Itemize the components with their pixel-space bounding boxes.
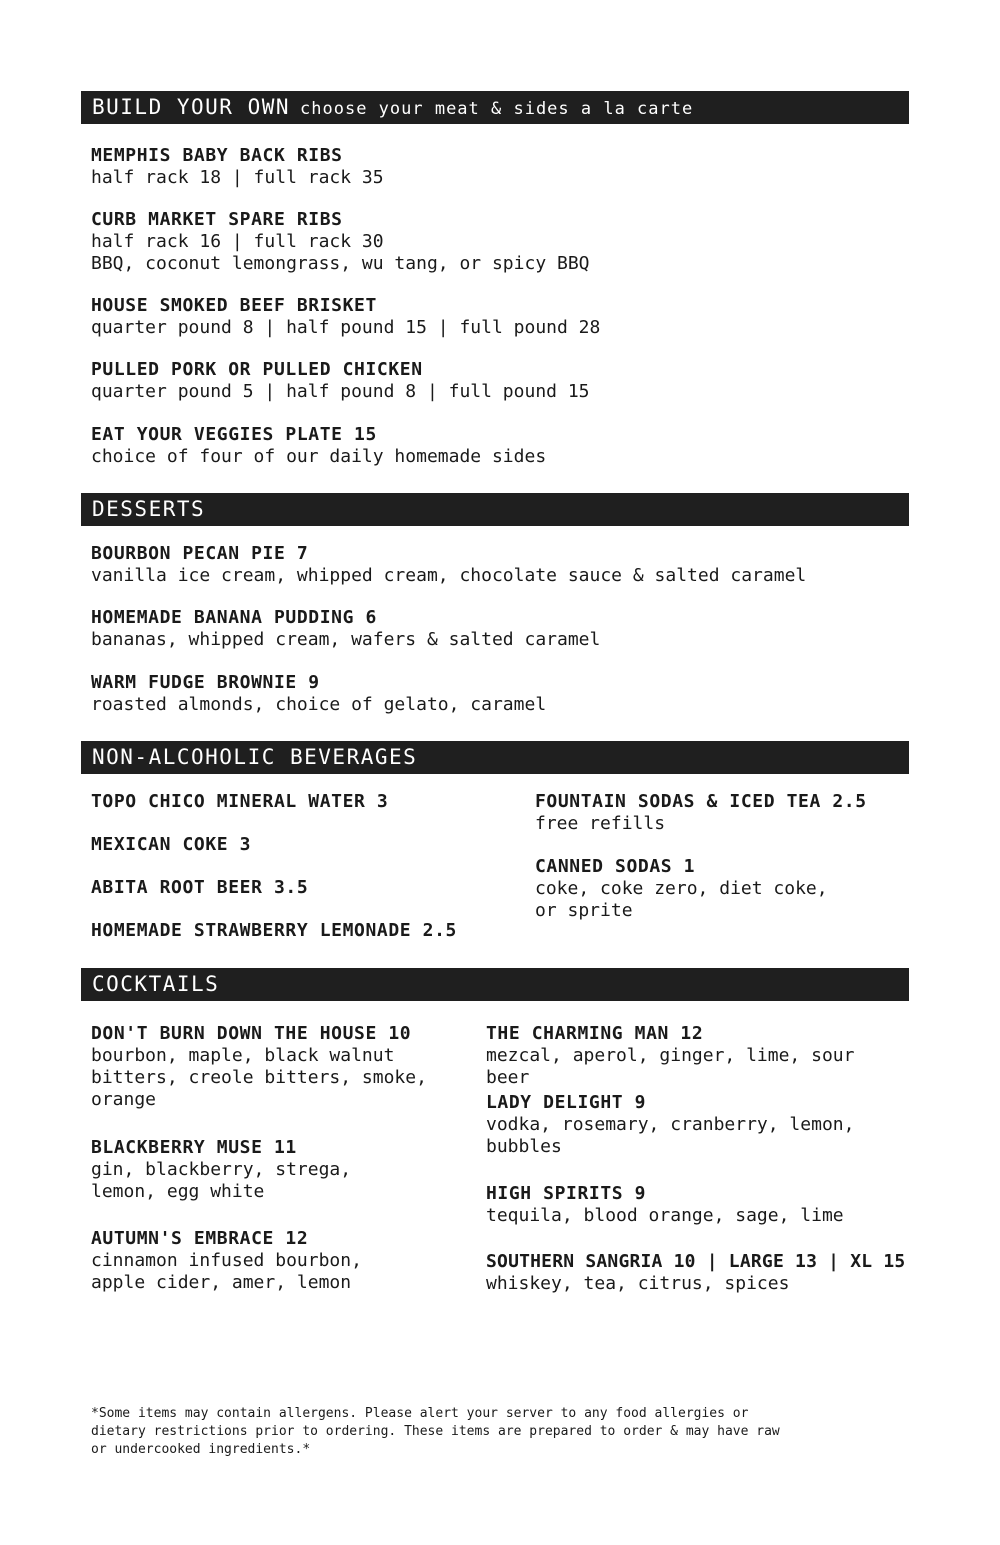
menu-item-spare-ribs — [91, 209, 590, 275]
item-name: FOUNTAIN SODAS & ICED TEA 2.5 — [535, 791, 867, 812]
item-name: LADY DELIGHT 9 — [486, 1092, 647, 1113]
menu-item-veggies-plate — [91, 424, 546, 468]
menu-item-fudge-brownie — [91, 672, 546, 716]
item-desc: bourbon, maple, black walnut bitters, creole bitters, smoke, orange — [91, 1045, 427, 1110]
section-title: NON-ALCOHOLIC BEVERAGES — [92, 745, 418, 769]
item-price: half rack 16 | full rack 30 — [91, 231, 384, 252]
section-header-beverages — [81, 741, 909, 774]
item-price: half rack 18 | full rack 35 — [91, 167, 384, 188]
item-name: MEMPHIS BABY BACK RIBS — [91, 145, 343, 166]
section-header-cocktails — [81, 968, 909, 1001]
item-name: HOMEMADE BANANA PUDDING 6 — [91, 607, 377, 628]
item-name: HIGH SPIRITS 9 — [486, 1183, 647, 1204]
item-price: quarter pound 8 | half pound 15 | full pound 28 — [91, 317, 601, 338]
menu-item-banana-pudding — [91, 607, 600, 651]
item-name: HOUSE SMOKED BEEF BRISKET — [91, 295, 377, 316]
item-desc: bananas, whipped cream, wafers & salted caramel — [91, 629, 601, 650]
menu-item-charming-man — [486, 1023, 906, 1089]
item-sauces: BBQ, coconut lemongrass, wu tang, or spicy BBQ — [91, 253, 590, 274]
menu-item-root-beer — [91, 877, 308, 899]
menu-item-canned-sodas — [535, 856, 828, 922]
item-desc: whiskey, tea, citrus, spices — [486, 1273, 790, 1294]
item-desc: gin, blackberry, strega, lemon, egg white — [91, 1159, 352, 1202]
item-name: AUTUMN'S EMBRACE 12 — [91, 1228, 309, 1249]
item-desc: vanilla ice cream, whipped cream, chocolate sauce & salted caramel — [91, 565, 807, 586]
item-desc: free refills — [535, 813, 666, 834]
menu-item-topo-chico — [91, 791, 388, 813]
section-header-build-your-own — [81, 91, 909, 124]
item-name: THE CHARMING MAN 12 — [486, 1023, 704, 1044]
item-name: PULLED PORK OR PULLED CHICKEN — [91, 359, 423, 380]
menu-item-brisket — [91, 295, 600, 339]
item-name: BOURBON PECAN PIE 7 — [91, 543, 309, 564]
item-name: EAT YOUR VEGGIES PLATE 15 — [91, 424, 377, 445]
item-name: CURB MARKET SPARE RIBS — [91, 209, 343, 230]
item-name: MEXICAN COKE 3 — [91, 834, 252, 855]
item-price: quarter pound 5 | half pound 8 | full pound 15 — [91, 381, 590, 402]
item-name: CANNED SODAS 1 — [535, 856, 696, 877]
item-name: HOMEMADE STRAWBERRY LEMONADE 2.5 — [91, 920, 457, 941]
menu-item-autumns-embrace — [91, 1228, 411, 1294]
menu-item-lady-delight — [486, 1092, 906, 1158]
item-desc-2: or sprite — [535, 900, 633, 921]
item-desc: coke, coke zero, diet coke, — [535, 878, 828, 899]
section-header-desserts — [81, 493, 909, 526]
menu-item-high-spirits — [486, 1183, 844, 1227]
item-desc: vodka, rosemary, cranberry, lemon, bubbles — [486, 1114, 855, 1157]
menu-item-baby-back-ribs — [91, 145, 384, 189]
item-desc: tequila, blood orange, sage, lime — [486, 1205, 844, 1226]
item-desc: cinnamon infused bourbon, apple cider, amer, lemon — [91, 1250, 362, 1293]
item-name: ABITA ROOT BEER 3.5 — [91, 877, 309, 898]
menu-item-dont-burn-down-the-house — [91, 1023, 451, 1111]
item-name: BLACKBERRY MUSE 11 — [91, 1137, 297, 1158]
allergen-footnote: *Some items may contain allergens. Please alert your server to any food allergies or dietary restrictions prior to ordering. These items are prepared to order & may have raw or undercooked ingredients.* — [91, 1406, 780, 1457]
menu-item-lemonade — [91, 920, 457, 942]
menu-item-mexican-coke — [91, 834, 251, 856]
menu-item-pulled-pork-chicken — [91, 359, 590, 403]
item-desc: roasted almonds, choice of gelato, caramel — [91, 694, 547, 715]
section-title: COCKTAILS — [92, 972, 220, 996]
item-name: TOPO CHICO MINERAL WATER 3 — [91, 791, 389, 812]
menu-item-blackberry-muse — [91, 1137, 401, 1203]
section-title: BUILD YOUR OWN — [92, 95, 291, 119]
menu-item-southern-sangria — [486, 1251, 905, 1295]
menu-item-pecan-pie — [91, 543, 806, 587]
item-desc: choice of four of our daily homemade sides — [91, 446, 547, 467]
item-name: WARM FUDGE BROWNIE 9 — [91, 672, 320, 693]
section-subtitle: choose your meat & sides a la carte — [300, 99, 694, 119]
item-name: DON'T BURN DOWN THE HOUSE 10 — [91, 1023, 412, 1044]
item-desc: mezcal, aperol, ginger, lime, sour beer — [486, 1045, 855, 1088]
section-title: DESSERTS — [92, 497, 206, 521]
item-name: SOUTHERN SANGRIA 10 | LARGE 13 | XL 15 — [486, 1251, 906, 1272]
menu-item-fountain-sodas — [535, 791, 867, 835]
